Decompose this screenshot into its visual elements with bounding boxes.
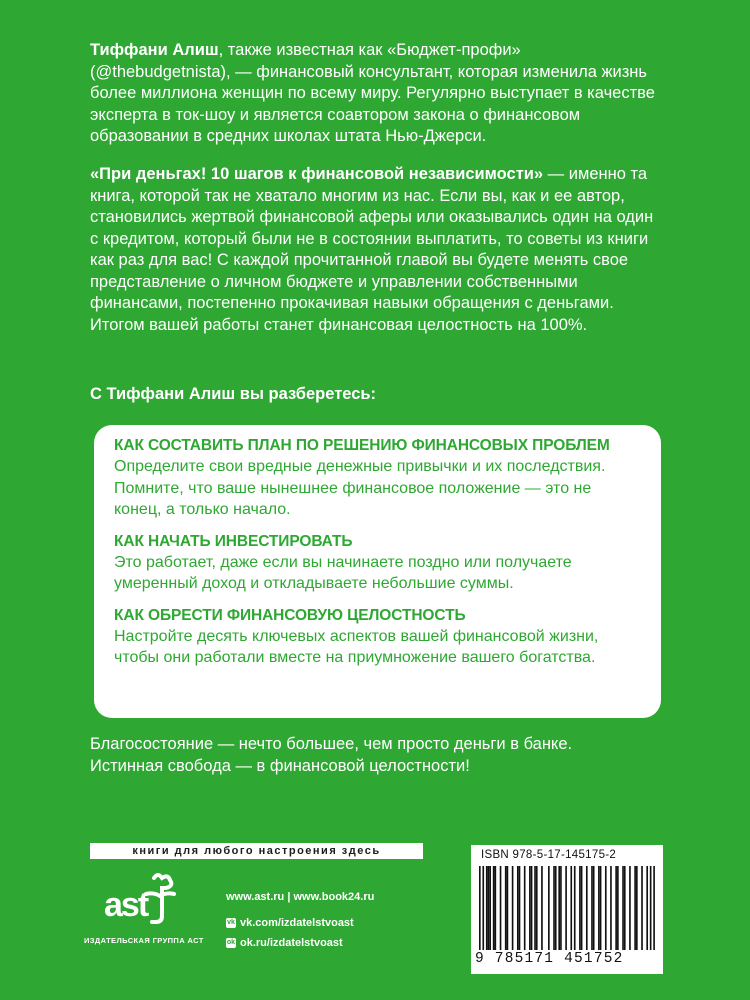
author-bio-text: , также известная как «Бюджет-профи» (@thebudgetnista), — финансовый консультант, которая изменила жизнь более миллиона женщин по всему миру. Регулярно выступает в качестве эксперта в ток-шоу и является соавтором закона о финансовом образовании в средних школах штата Нью-Джерси. (90, 41, 655, 145)
feature-title: КАК ОБРЕСТИ ФИНАНСОВУЮ ЦЕЛОСТНОСТЬ (114, 606, 466, 624)
barcode-bar (591, 866, 593, 950)
publisher-caption: ИЗДАТЕЛЬСКАЯ ГРУППА АСТ (84, 936, 204, 945)
barcode-bar (495, 866, 497, 950)
barcode-bar (641, 866, 643, 950)
barcode-bar (653, 866, 655, 950)
vk-link[interactable] (226, 913, 446, 933)
feature-title: КАК СОСТАВИТЬ ПЛАН ПО РЕШЕНИЮ ФИНАНСОВЫХ ПРОБЛЕМ (114, 437, 610, 454)
ast-logo-text: ast (104, 886, 148, 924)
barcode-bar (624, 866, 626, 950)
barcode-bar (617, 866, 619, 950)
barcode-bar (560, 866, 562, 950)
barcode-bar (598, 866, 600, 950)
learn-heading: С Тиффани Алиш вы разберетесь: (90, 385, 377, 403)
barcode-icon (479, 866, 655, 950)
barcode-bar (507, 866, 509, 950)
barcode-bar (581, 866, 583, 950)
barcode-bar (541, 866, 543, 950)
feature-text: Это работает, даже если вы начинаете поздно или получаете умеренный доход и откладываете небольшие суммы. (114, 553, 572, 592)
book-title: «При деньгах! 10 шагов к финансовой независимости» (90, 165, 544, 183)
barcode-bar (553, 866, 555, 950)
barcode-bar (646, 866, 648, 950)
barcode-bar (536, 866, 538, 950)
ast-logo-icon (102, 872, 182, 934)
barcode-bar (500, 866, 502, 950)
feature-item (114, 531, 641, 595)
isbn-label: ISBN 978-5-17-145175-2 (481, 849, 617, 861)
barcode-bar (615, 866, 617, 950)
feature-item (114, 605, 641, 669)
barcode-bar (650, 866, 652, 950)
barcode-bar (519, 866, 521, 950)
book-description-text: — именно та книга, которой так не хватало многим из нас. Если вы, как и ее автор, становились жертвой финансовой аферы или оказывались один на один с кредитом, который были не в состоянии выплатить, то советы из книги как раз для вас! С каждой прочитанной главой вы будете менять свое представление о личном бюджете и управлении собственными финансами, постепенно прокачивая навыки обращения с деньгами. Итогом вашей работы станет финансовая целостность на 100%. (90, 165, 654, 334)
feature-title: КАК НАЧАТЬ ИНВЕСТИРОВАТЬ (114, 532, 353, 550)
barcode-bar (488, 866, 490, 950)
feature-text: Определите свои вредные денежные привычки и их последствия. Помните, что ваше нынешнее финансовое положение — это не конец, а только начало. (114, 458, 606, 518)
websites-link[interactable]: www.ast.ru | www.book24.ru (226, 891, 375, 903)
barcode-bar (586, 866, 588, 950)
barcode-bar (486, 866, 488, 950)
vk-icon: vk (227, 919, 235, 926)
tagline-line-1: Благосостояние — нечто большее, чем просто деньги в банке. (90, 735, 573, 753)
barcode-digits: 9 785171 451752 (475, 951, 624, 967)
feature-text: Настройте десять ключевых аспектов вашей финансовой жизни, чтобы они работали вместе на приумножение вашего богатства. (114, 627, 599, 666)
barcode-bar (479, 866, 481, 950)
isbn-barcode-box (471, 845, 663, 974)
barcode-bar (622, 866, 624, 950)
barcode-bar (548, 866, 550, 950)
barcode-bar (524, 866, 526, 950)
tagline-line-2: Истинная свобода — в финансовой целостности! (90, 757, 470, 775)
barcode-bar (605, 866, 607, 950)
barcode-bar (534, 866, 536, 950)
series-slogan: книги для любого настроения здесь (90, 843, 423, 859)
barcode-bar (579, 866, 581, 950)
feature-item (114, 435, 641, 521)
barcode-bar (634, 866, 636, 950)
barcode-bar (555, 866, 557, 950)
tagline (90, 733, 690, 777)
barcode-bar (558, 866, 560, 950)
barcode-bar (505, 866, 507, 950)
ok-link[interactable] (226, 933, 446, 953)
author-bio (90, 40, 660, 148)
publisher-links (226, 887, 446, 953)
barcode-bar (565, 866, 567, 950)
barcode-bar (531, 866, 533, 950)
barcode-bar (629, 866, 631, 950)
barcode-bar (512, 866, 514, 950)
vk-link-text: vk.com/izdatelstvoast (240, 917, 354, 929)
ok-link-text: ok.ru/izdatelstvoast (240, 937, 343, 949)
barcode-bar (489, 866, 491, 950)
barcode-bar (529, 866, 531, 950)
barcode-bar (593, 866, 595, 950)
barcode-bar (517, 866, 519, 950)
barcode-bar (482, 866, 484, 950)
barcode-bar (574, 866, 576, 950)
publisher-logo (84, 872, 224, 952)
ok-icon: ok (226, 939, 236, 946)
barcode-bar (493, 866, 495, 950)
barcode-bar (600, 866, 602, 950)
book-description (90, 164, 660, 336)
barcode-bar (570, 866, 572, 950)
author-name: Тиффани Алиш (90, 41, 219, 59)
features-box (94, 425, 661, 718)
barcode-bar (610, 866, 612, 950)
barcode-bar (636, 866, 638, 950)
